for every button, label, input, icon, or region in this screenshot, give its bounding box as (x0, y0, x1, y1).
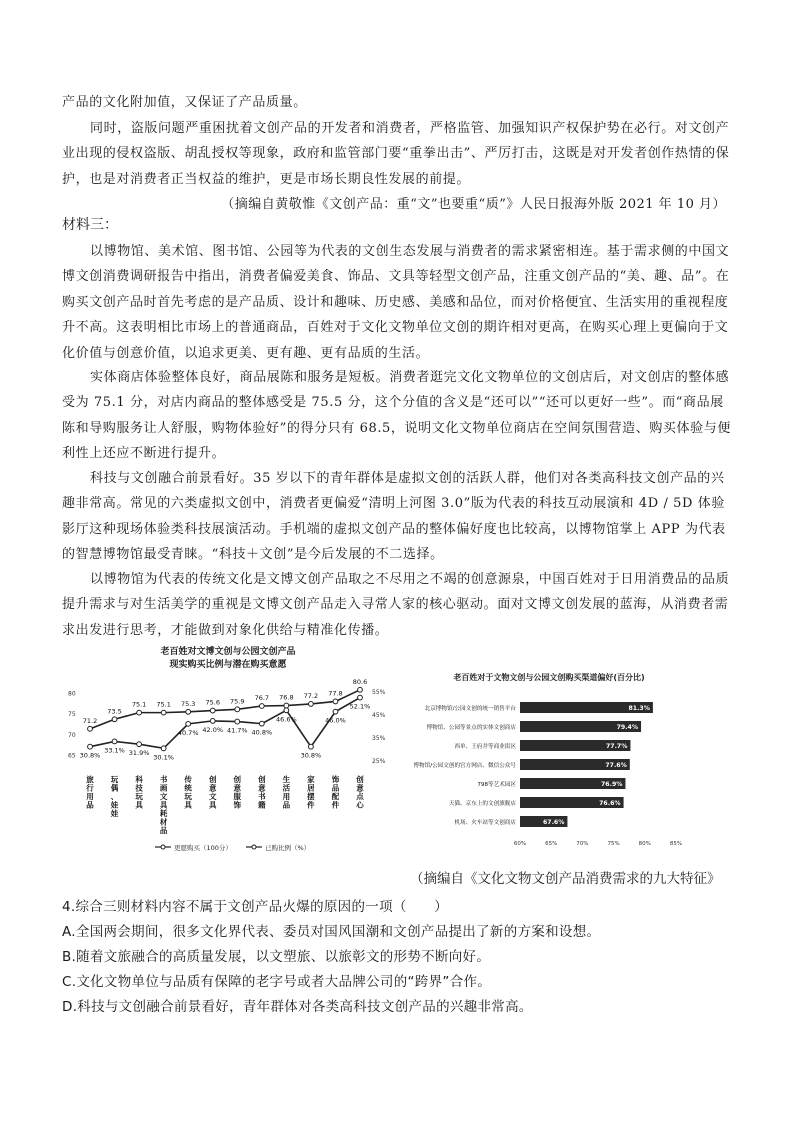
y-left-tick: 75 (68, 711, 76, 719)
score-value-label: 71.2 (82, 716, 98, 725)
category-label: 创意文具 (208, 775, 217, 810)
attribution-material-two: （摘编自黄敬惟《文创产品：重“文”也要重“质”》人民日报海外版 2021 年 10 月） (221, 197, 726, 212)
channel-bar-chart (408, 668, 690, 846)
category-label: 创意书籍 (258, 775, 266, 810)
share-value-label: 46.0% (325, 716, 346, 725)
paragraph-traditional-culture: 以博物馆为代表的传统文化是文博文创产品取之不尽用之不竭的创意源泉，中国百姓对于日用消费品的品质提升需求与对生活美学的重视是文博文创产品走入寻常人家的核心驱动。面对文博文创发展的蓝海，从消费者需求出发进行思考，才能做到对象化供给与精准化传播。 (62, 572, 730, 638)
bar-x-tick: 60% (513, 841, 527, 846)
y-right-tick: 45% (372, 711, 386, 719)
bar-category-label: 西单、王府井等商业街区 (454, 744, 516, 750)
bar-x-tick: 70% (576, 841, 589, 846)
share-point (235, 719, 240, 724)
share-series-line (90, 698, 360, 749)
score-value-label: 77.2 (303, 691, 319, 700)
category-label: 家居摆件 (307, 775, 315, 810)
bar-chart-title: 老百姓对于文物文创与公园文创购买渠道偏好(百分比) (453, 673, 645, 682)
line-chart-title-1: 老百姓对文博文创与公园文创产品 (160, 647, 296, 657)
bar-value-label: 67.6% (542, 819, 565, 826)
y-left-tick: 70 (68, 731, 76, 739)
share-value-label: 52.1% (349, 702, 371, 711)
category-label: 饰品配件 (331, 775, 340, 810)
bar-category-label: 北京博物馆/公园文创的统一销售平台 (424, 706, 516, 712)
score-value-label: 76.8 (279, 693, 294, 702)
y-right-tick: 55% (372, 688, 386, 696)
y-right-tick: 35% (372, 735, 386, 743)
share-point (333, 709, 338, 714)
bar-x-tick: 80% (638, 841, 651, 846)
score-value-label: 75.9 (230, 697, 245, 706)
bar-category-label: 天猫、京东上的文创旗舰店 (448, 801, 516, 807)
bar-value-label: 77.7% (605, 743, 628, 750)
score-value-label: 75.1 (156, 700, 171, 709)
score-series-line (90, 690, 360, 729)
category-label: 生活用品 (282, 775, 291, 810)
share-value-label: 40.8% (251, 728, 273, 737)
bar-category-label: 机场、火车站等文创商店 (454, 820, 516, 826)
score-point (161, 710, 166, 715)
share-point (259, 721, 264, 726)
bar-x-tick: 85% (669, 841, 683, 846)
score-point (358, 687, 363, 692)
share-value-label: 40.7% (177, 728, 199, 737)
legend-score-marker (161, 845, 165, 849)
paragraph-piracy: 同时，盗版问题严重困扰着文创产品的开发者和消费者，严格监管、加强知识产权保护势在必行。对文创产业出现的侵权盗版、胡乱授权等现象，政府和监管部门要“重拳出击”、严厉打击，这既是对开发者创作热情的保护，也是对消费者正当权益的维护，更是市场长期良性发展的前提。 (62, 121, 730, 187)
share-point (358, 695, 363, 700)
category-label: 传统玩具 (184, 775, 192, 810)
bar-x-tick: 65% (545, 841, 558, 846)
share-value-label: 46.6% (276, 715, 297, 724)
bar-category-label: 798等艺术园区 (477, 782, 516, 788)
score-value-label: 75.1 (131, 700, 147, 709)
category-label: 创意服饰 (233, 775, 242, 810)
score-value-label: 80.6 (352, 677, 368, 686)
material-three-heading: 材料三： (62, 217, 118, 233)
share-point (161, 746, 166, 751)
share-point (284, 708, 289, 713)
share-value-label: 42.0% (202, 725, 224, 734)
bar-category-label: 博物馆/公园文创的官方网店、微信公众号 (413, 763, 516, 769)
score-point (186, 709, 191, 714)
score-point (333, 699, 338, 704)
option-b[interactable]: B.随着文旅融合的高质量发展，以文塑旅、以旅彰文的形势不断向好。 (62, 949, 491, 965)
legend-share-label: 已购比例（%） (265, 844, 311, 852)
score-value-label: 75.6 (205, 698, 220, 707)
paragraph-tech-integration: 科技与文创融合前景看好。35 岁以下的青年群体是虚拟文创的活跃人群，他们对各类高科技文创产品的兴趣非常高。常见的六类虚拟文创中，消费者更偏爱“清明上河图 3.0”版为代表的科技互动展演和 4D / 5D 体验影厅这种现场体验类科技展演活动。手机端的虚拟文创产品的整体偏好度也比较高，以博物馆掌上 APP 为代表的智慧博物馆最受青睐。“科技＋文创”是今后发展的不二选择。 (62, 471, 726, 563)
bar-value-label: 77.6% (605, 762, 627, 769)
score-point (137, 710, 142, 715)
y-left-tick: 80 (68, 690, 76, 698)
share-value-label: 31.9% (128, 749, 150, 758)
legend-share-marker (252, 845, 256, 849)
paragraph-continuation: 产品的文化附加值，又保证了产品质量。 (62, 95, 307, 110)
score-point (259, 704, 264, 709)
option-a[interactable]: A.全国两会期间，很多文化界代表、委员对国风国潮和文创产品提出了新的方案和设想。 (62, 924, 601, 940)
score-value-label: 76.7 (254, 693, 270, 702)
share-value-label: 30.1% (153, 753, 174, 762)
paragraph-store-experience: 实体商店体验整体良好，商品展陈和服务是短板。消费者逛完文化文物单位的文创店后，对文创店的整体感受为 75.1 分，对店内商品的整体感受是 75.5 分，这个分值的含义是“还可以”“还可以更好一些”。而“商品展陈和导购服务让人舒服，购物体验好”的得分只有 68.5，说明文化文物单位商店在空间氛围营造、购买体验与便利性上还应不断进行提升。 (62, 370, 731, 462)
bar-value-label: 79.4% (616, 724, 639, 731)
option-c[interactable]: C.文化文物单位与品质有保障的老字号或者大品牌公司的“跨界”合作。 (62, 974, 492, 990)
purchase-line-chart (60, 642, 396, 864)
score-point (112, 717, 117, 722)
share-point (210, 718, 215, 723)
option-d[interactable]: D.科技与文创融合前景看好，青年群体对各类高科技文创产品的兴趣非常高。 (62, 999, 533, 1015)
category-label: 玩偶、娃娃 (110, 775, 119, 818)
share-point (112, 739, 117, 744)
bar-value-label: 76.6% (599, 800, 621, 807)
score-point (309, 702, 314, 707)
paragraph-consumer-demand: 以博物馆、美术馆、图书馆、公园等为代表的文创生态发展与消费者的需求紧密相连。基于需求侧的中国文博文创消费调研报告中指出，消费者偏爱美食、饰品、文具等轻型文创产品，注重文创产品的“美、趣、品”。在购买文创产品时首先考虑的是产品质、设计和趣味、历史感、美感和品位，而对价格便宜、生活实用的重视程度升不高。这表明相比市场上的普通商品，百姓对于文化文物单位文创的期许相对更高，在购买心理上更偏向于文化价值与创意价值，以追求更美、更有趣、更有品质的生活。 (62, 244, 730, 361)
line-chart-title-2: 现实购买比例与潜在购买意愿 (169, 660, 287, 670)
legend-score-label: 更愿购买（100分） (174, 844, 232, 852)
chart-source-note: （摘编自《文化文物文创产品消费需求的九大特征》 (410, 871, 721, 887)
score-value-label: 77.8 (328, 689, 343, 698)
score-point (210, 708, 215, 713)
category-label: 创意点心 (356, 775, 364, 810)
category-label: 科技玩具 (135, 775, 143, 810)
bar-value-label: 76.9% (600, 781, 623, 788)
score-point (235, 707, 240, 712)
score-point (284, 703, 289, 708)
bar-x-tick: 75% (607, 841, 620, 846)
y-right-tick: 25% (372, 758, 386, 766)
share-value-label: 41.7% (226, 726, 248, 735)
share-point (88, 744, 93, 749)
score-point (88, 726, 93, 731)
question-stem: 4.综合三则材料内容不属于文创产品火爆的原因的一项（ ） (62, 899, 449, 915)
bar-value-label: 81.3% (628, 705, 650, 712)
share-value-label: 30.8% (79, 751, 101, 760)
score-value-label: 73.5 (107, 707, 122, 716)
share-point (137, 742, 142, 747)
y-left-tick: 65 (68, 752, 76, 760)
share-point (309, 744, 314, 749)
category-label: 书画文具耗材品 (159, 775, 168, 835)
share-value-label: 33.1% (104, 746, 125, 755)
share-point (186, 721, 191, 726)
share-value-label: 30.8% (300, 751, 322, 760)
score-value-label: 75.3 (180, 699, 196, 708)
category-label: 旅行用品 (86, 775, 94, 810)
bar-category-label: 博物馆、公园等景点的实体文创商店 (426, 725, 516, 731)
